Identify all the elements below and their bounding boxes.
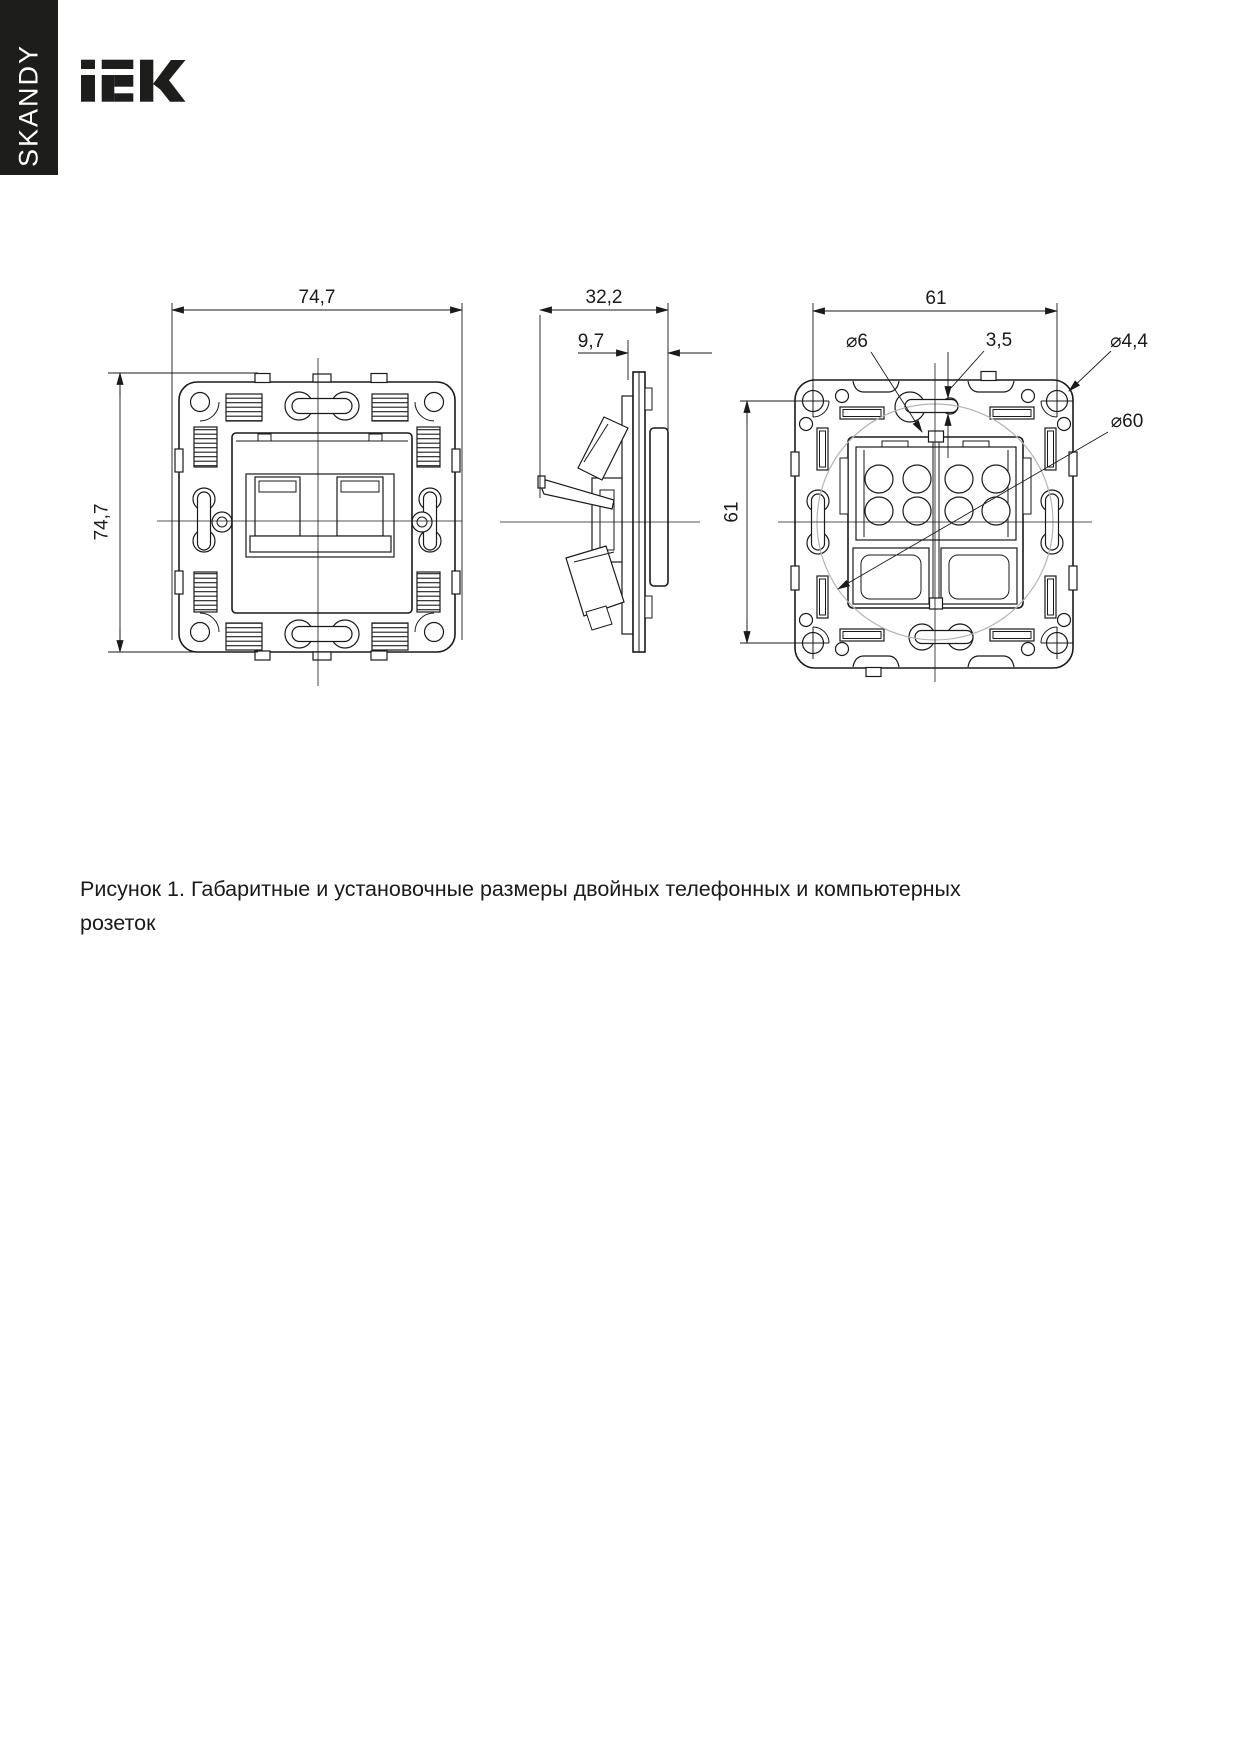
series-label: SKANDY (13, 43, 44, 167)
rear-width-label: 61 (925, 288, 947, 309)
rear-screw-diameter-label: ⌀4,4 (1110, 331, 1148, 352)
side-depth-label: 32,2 (585, 287, 623, 308)
figure-caption-line1: Рисунок 1. Габаритные и установочные размеры двойных телефонных и компьютерных (80, 877, 961, 901)
rear-view (722, 288, 1149, 682)
figure-caption (80, 872, 1030, 940)
side-profile (538, 372, 668, 652)
side-protrusion-label: 9,7 (577, 331, 605, 352)
rear-box-diameter-label: ⌀60 (1110, 411, 1144, 432)
front-view (92, 287, 462, 686)
rear-slot-width-label: 3,5 (985, 330, 1013, 351)
rear-callout-screw (1069, 331, 1148, 391)
rear-height-label: 61 (721, 501, 743, 523)
front-socket-module (232, 433, 412, 613)
rear-hole-diameter-label: ⌀6 (845, 331, 869, 352)
side-view (500, 287, 712, 652)
front-height-label: 74,7 (91, 503, 113, 541)
rear-socket-module (840, 431, 1031, 609)
figure-caption-line2: розеток (80, 911, 156, 935)
technical-drawing (0, 0, 1239, 760)
front-width-label: 74,7 (298, 287, 336, 308)
